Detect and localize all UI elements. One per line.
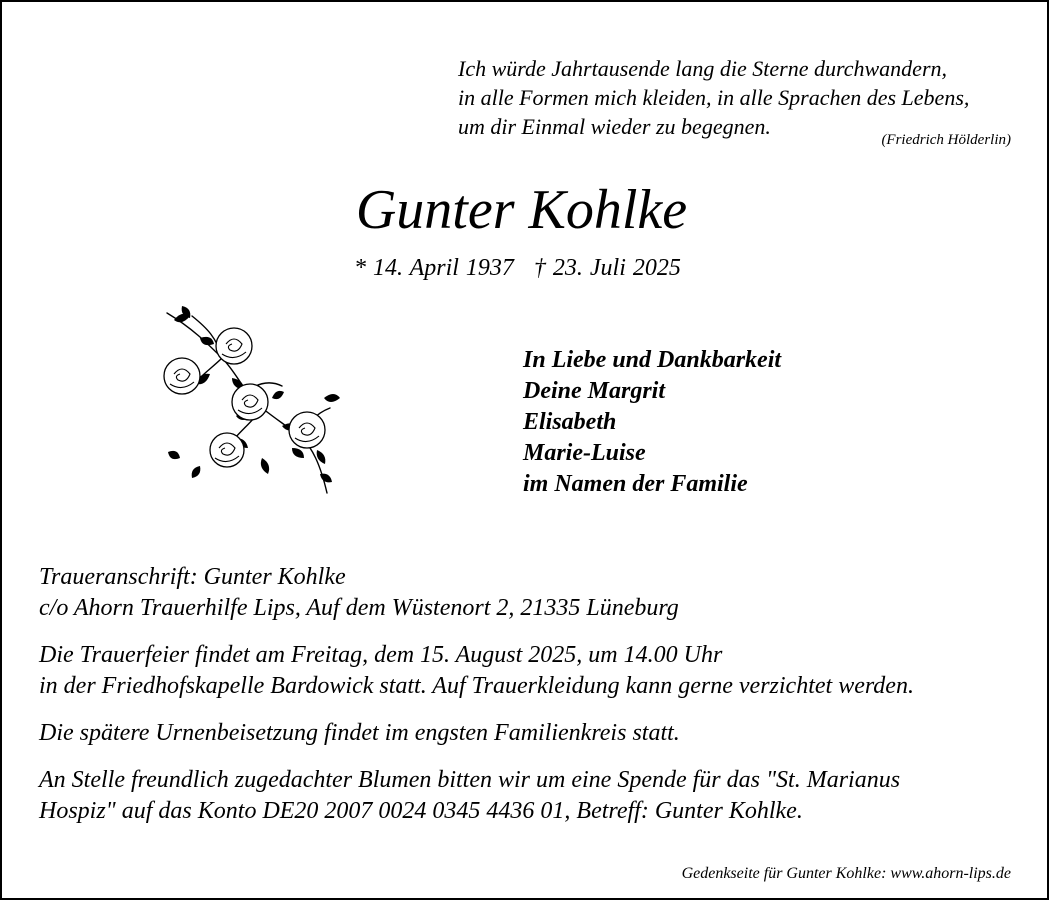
quote-line: Ich würde Jahrtausende lang die Sterne durchwandern, xyxy=(458,56,948,81)
signature-line: im Namen der Familie xyxy=(523,471,748,497)
notice-body xyxy=(39,562,1029,843)
ceremony-info xyxy=(39,640,1029,702)
memorial-page-link[interactable]: Gedenkseite für Gunter Kohlke: www.ahorn-lips.de xyxy=(681,865,1011,882)
roses-illustration-icon xyxy=(152,298,362,508)
signature-line: Marie-Luise xyxy=(523,440,646,466)
poem-quote xyxy=(458,54,969,141)
family-signature xyxy=(523,345,781,500)
deceased-name: Gunter Kohlke xyxy=(355,179,688,241)
burial-info xyxy=(39,718,1029,749)
ceremony-line: Die Trauerfeier findet am Freitag, dem 15. August 2025, um 14.00 Uhr xyxy=(39,642,723,668)
ceremony-line: in der Friedhofskapelle Bardowick statt. Auf Trauerkleidung kann gerne verzichtet werden. xyxy=(39,673,914,699)
address-line: c/o Ahorn Trauerhilfe Lips, Auf dem Wüstenort 2, 21335 Lüneburg xyxy=(39,595,679,621)
signature-line: Elisabeth xyxy=(523,409,617,435)
burial-line: Die spätere Urnenbeisetzung findet im engsten Familienkreis statt. xyxy=(39,720,680,746)
donation-line: An Stelle freundlich zugedachter Blumen bitten wir um eine Spende für das "St. Marianus xyxy=(39,767,901,793)
quote-author: (Friedrich Hölderlin) xyxy=(881,132,1011,148)
donation-line: Hospiz" auf das Konto DE20 2007 0024 0345 4436 01, Betreff: Gunter Kohlke. xyxy=(39,798,803,824)
quote-line: um dir Einmal wieder zu begegnen. xyxy=(458,114,771,139)
quote-line: in alle Formen mich kleiden, in alle Sprachen des Lebens, xyxy=(458,85,970,110)
signature-line: Deine Margrit xyxy=(523,378,666,404)
signature-line: In Liebe und Dankbarkeit xyxy=(523,347,782,373)
death-date: † 23. Juli 2025 xyxy=(533,255,681,281)
birth-date: * 14. April 1937 xyxy=(354,255,514,281)
mourning-address xyxy=(39,562,1029,624)
address-line: Traueranschrift: Gunter Kohlke xyxy=(39,564,346,590)
donation-info xyxy=(39,765,1029,827)
life-dates xyxy=(354,255,681,282)
